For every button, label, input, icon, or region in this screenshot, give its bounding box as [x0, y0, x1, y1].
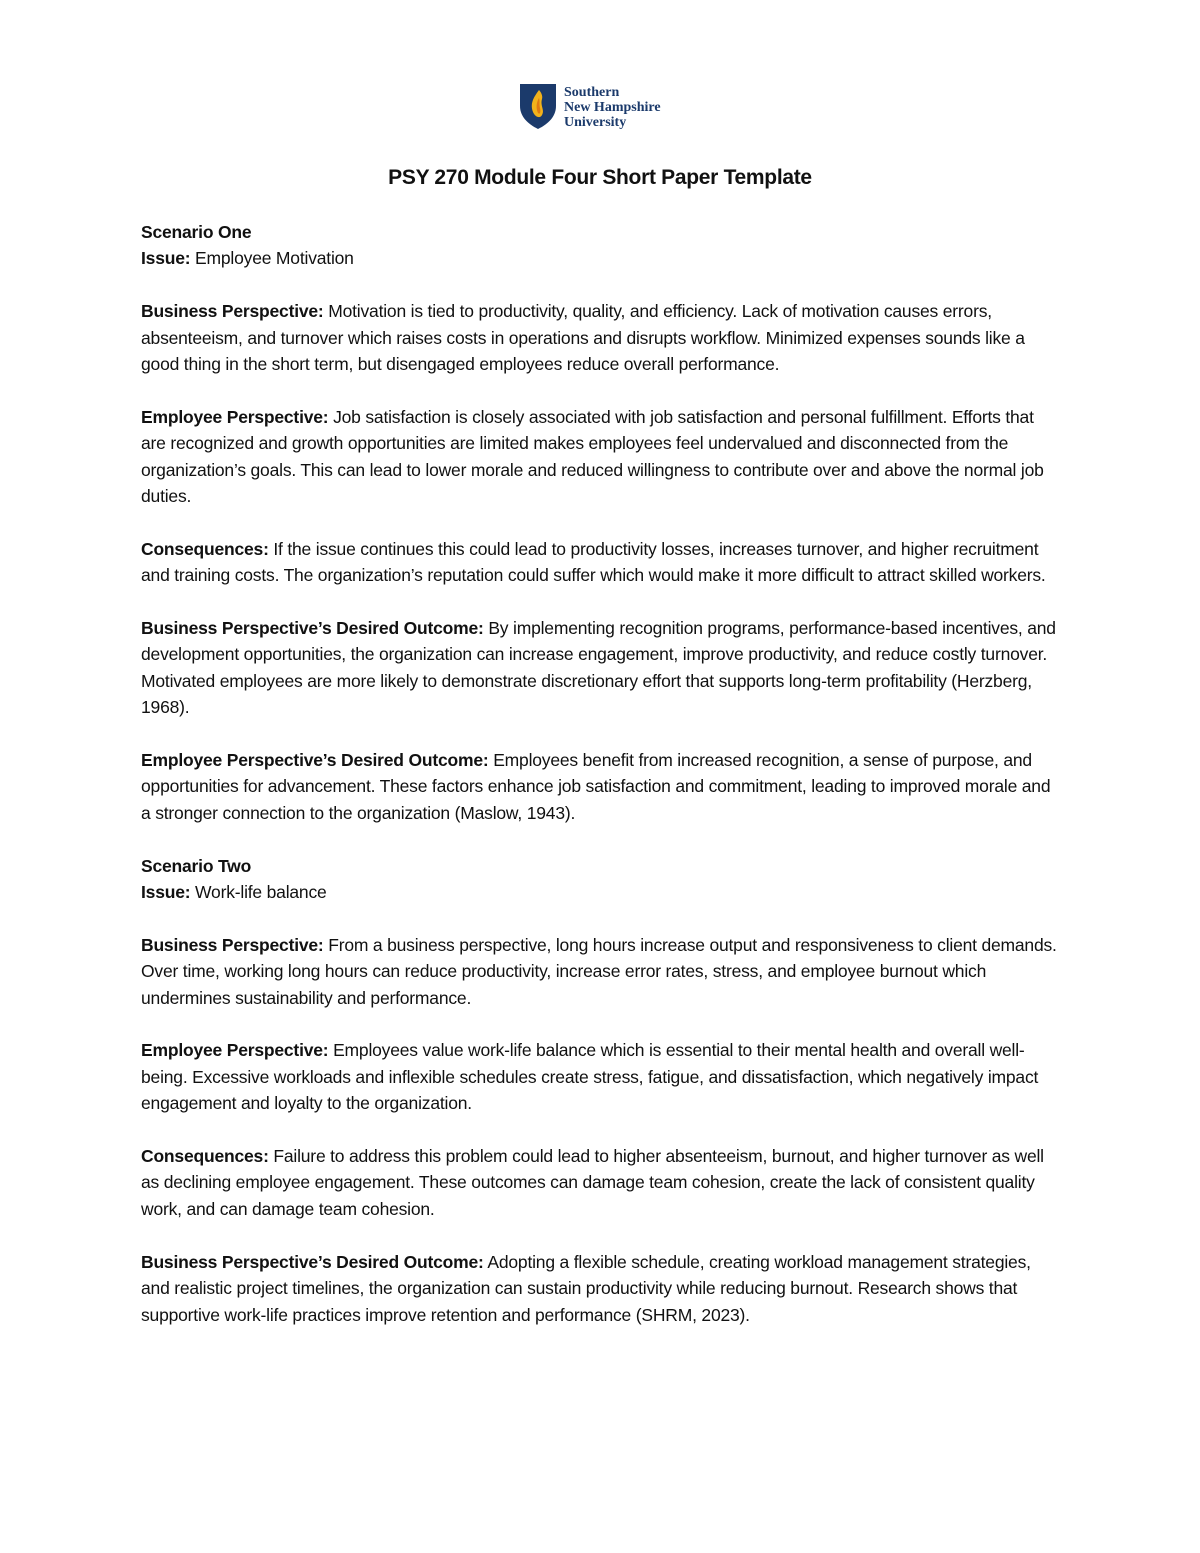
employee-perspective-label: Employee Perspective:	[141, 1040, 329, 1061]
issue-label: Issue:	[141, 882, 191, 903]
business-outcome-label: Business Perspective’s Desired Outcome:	[141, 618, 484, 639]
consequences-text: If the issue continues this could lead to productivity losses, increases turnover, and higher recruitment and training costs. The organization’s reputation could suffer which would make it more difficult to attract skilled workers.	[141, 538, 1046, 586]
logo-line-3: University	[564, 115, 627, 130]
business-outcome-text: By implementing recognition programs, performance-based incentives, and development opportunities, the organization can increase engagement, improve productivity, and reduce costly turnover. Motivated employees are more likely to demonstrate discretionary effort that supports long-term profitability (Herzberg, 1968).	[141, 618, 1056, 718]
consequences-text: Failure to address this problem could lead to higher absenteeism, burnout, and higher turnover as well as declining employee engagement. These outcomes can damage team cohesion, create the lack of consistent quality work, and can damage team cohesion.	[141, 1146, 1044, 1219]
issue-label: Issue:	[141, 248, 191, 269]
scenario-two-employee-perspective	[141, 1037, 1061, 1116]
shield-flame-icon	[518, 82, 558, 130]
scenario-one-heading: Scenario One	[141, 222, 252, 242]
scenario-two-issue	[141, 879, 1061, 905]
business-perspective-text: Motivation is tied to productivity, quality, and efficiency. Lack of motivation causes errors, absenteeism, and turnover which raises costs in operations and disrupts workflow. Minimized expenses sounds like a good thing in the short term, but disengaged employees reduce overall performance.	[141, 301, 1025, 375]
scenario-one-issue	[141, 245, 1061, 271]
employee-perspective-text: Employees value work-life balance which is essential to their mental health and overall well-being. Excessive workloads and inflexible schedules create stress, fatigue, and dissatisfaction, which negatively impact engagement and loyalty to the organization.	[141, 1040, 1039, 1114]
logo-line-2: New Hampshire	[564, 100, 661, 115]
consequences-label: Consequences:	[141, 1146, 269, 1167]
employee-outcome-text: Employees benefit from increased recognition, a sense of purpose, and opportunities for advancement. These factors enhance job satisfaction and commitment, leading to improved morale and a stronger connection to the organization (Maslow, 1943).	[141, 750, 1051, 823]
business-perspective-label: Business Perspective:	[141, 301, 324, 322]
business-perspective-label: Business Perspective:	[141, 934, 324, 955]
scenario-one-business-outcome	[141, 615, 1061, 721]
scenario-two-consequences	[141, 1143, 1061, 1222]
page-title: PSY 270 Module Four Short Paper Template	[388, 166, 812, 189]
employee-perspective-label: Employee Perspective:	[141, 406, 329, 427]
business-perspective-text: From a business perspective, long hours increase output and responsiveness to client demands. Over time, working long hours can reduce productivity, increase error rates, stress, and employee burnout which undermines sustainability and performance.	[141, 934, 1057, 1008]
scenario-one-employee-outcome	[141, 747, 1061, 826]
scenario-one-business-perspective	[141, 298, 1061, 377]
consequences-label: Consequences:	[141, 538, 269, 559]
snhu-logo	[518, 82, 661, 130]
logo-line-1: Southern	[564, 85, 620, 100]
logo-wordmark	[564, 85, 661, 130]
paper-body	[141, 219, 1061, 1328]
business-outcome-label: Business Perspective’s Desired Outcome:	[141, 1251, 484, 1272]
issue-text: Work-life balance	[190, 882, 327, 903]
scenario-two-heading: Scenario Two	[141, 855, 252, 876]
scenario-one-employee-perspective	[141, 404, 1061, 510]
issue-text: Employee Motivation	[190, 248, 354, 269]
employee-outcome-label: Employee Perspective’s Desired Outcome:	[141, 750, 489, 771]
scenario-two-business-outcome	[141, 1249, 1061, 1328]
business-outcome-text: Adopting a flexible schedule, creating workload management strategies, and realistic project timelines, the organization can sustain productivity while reducing burnout. Research shows that supportive work-life practices improve retention and performance (SHRM, 2023).	[141, 1251, 1031, 1325]
scenario-two-business-perspective	[141, 932, 1061, 1011]
employee-perspective-text: Job satisfaction is closely associated with job satisfaction and personal fulfillment. Efforts that are recognized and growth opportunities are limited makes employees feel undervalued and disconnected from the organization’s goals. This can lead to lower morale and reduced willingness to contribute over and above the normal job duties.	[141, 406, 1044, 507]
scenario-one-consequences	[141, 536, 1061, 589]
